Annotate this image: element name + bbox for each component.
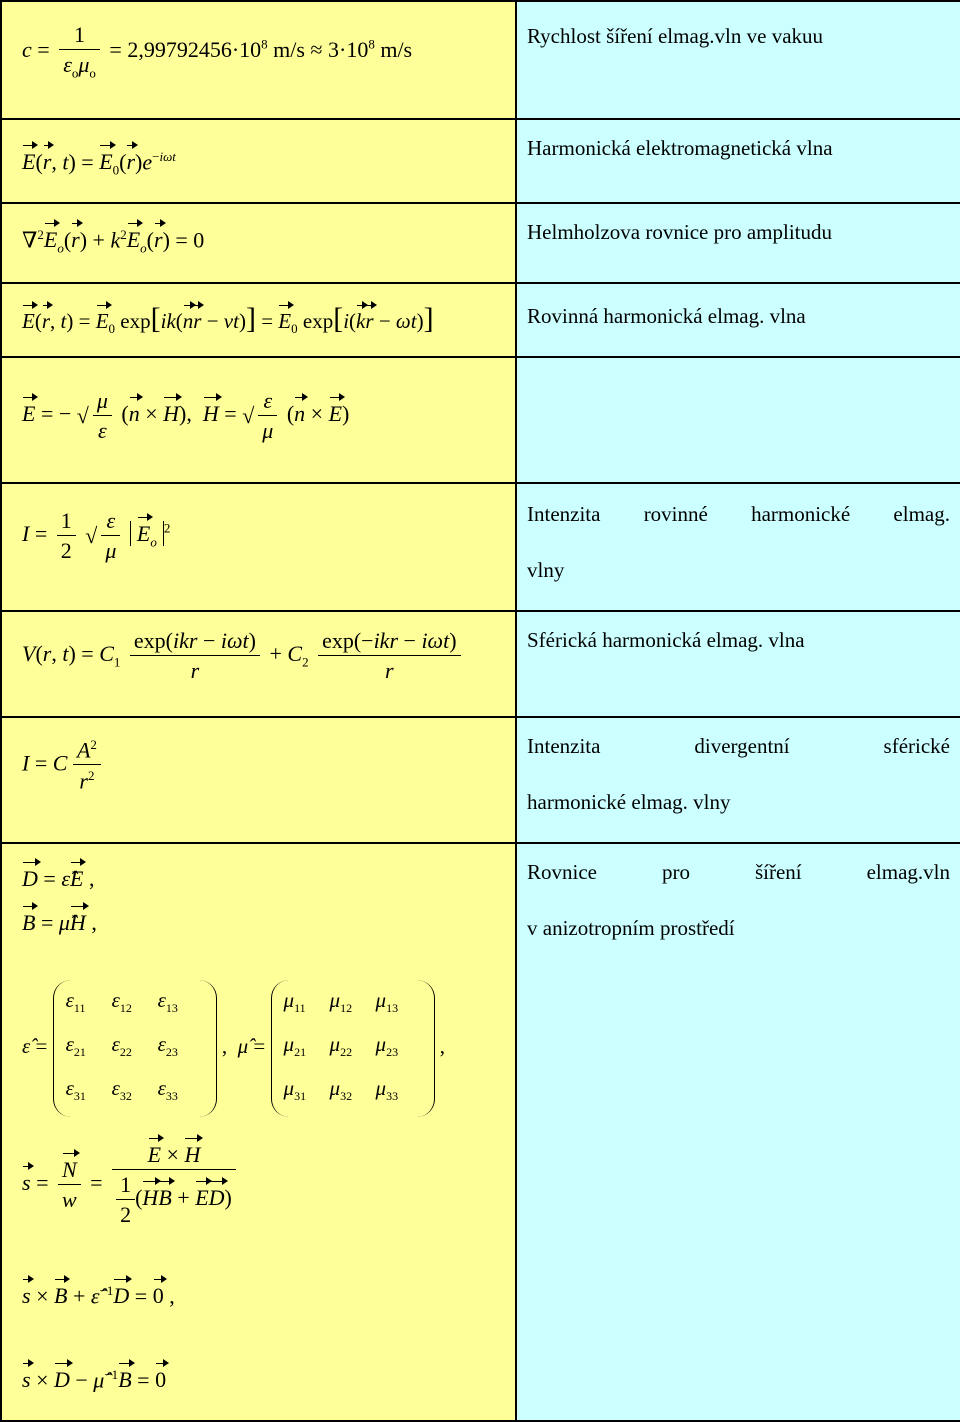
mu-component: $\mu_{31}$ bbox=[283, 1076, 307, 1104]
desc-cell-8 bbox=[516, 717, 960, 843]
desc-text: Sférická harmonická elmag. vlna bbox=[527, 628, 805, 652]
harmonic-wave-formula: E(r, $t) = E_0(r)e^{-i\omega t}$ bbox=[22, 149, 176, 178]
desc-text-line-2: v anizotropním prostředí bbox=[527, 916, 735, 940]
eps-component: $\varepsilon_{33}$ bbox=[157, 1076, 178, 1104]
formula-cell-5 bbox=[1, 357, 516, 483]
mu-matrix bbox=[271, 980, 435, 1117]
desc-text: Harmonická elektromagnetická vlna bbox=[527, 136, 833, 160]
mu-component: $\mu_{23}$ bbox=[375, 1032, 399, 1060]
mu-component: $\mu_{33}$ bbox=[375, 1076, 399, 1104]
constitutive-d-formula: D = ε̂E , bbox=[22, 866, 95, 891]
helmholtz-formula: $\nabla^2E_o(r) + k^2E_o(r) = 0$ bbox=[22, 227, 205, 256]
desc-text-line-1: Intenzita rovinné harmonické elmag. bbox=[527, 502, 950, 526]
desc-cell-2 bbox=[516, 119, 960, 203]
mu-component: $\mu_{12}$ bbox=[329, 988, 353, 1016]
spherical-wave-formula: V(r, $t) = C_1$ $\frac{\text{exp(ikr − iωt)}}{r}$ + $C_2$ $\frac{\text{exp(−ikr − iωt)}}{r}$ bbox=[22, 630, 465, 682]
anisotropic-eq-1: s × B + ε̂$^{-1}$D = 0 , bbox=[22, 1283, 175, 1309]
formula-cell-9 bbox=[1, 843, 516, 1421]
desc-cell-7 bbox=[516, 611, 960, 717]
eps-component: $\varepsilon_{21}$ bbox=[65, 1032, 86, 1060]
plane-intensity-formula: I = $\frac{1}{2}$ √ $\frac{\varepsilon}{\mu}$ $E_o^2$ bbox=[22, 508, 171, 563]
mu-component: $\mu_{21}$ bbox=[283, 1032, 307, 1060]
eps-component: $\varepsilon_{23}$ bbox=[157, 1032, 178, 1060]
eps-component: $\varepsilon_{11}$ bbox=[65, 988, 86, 1016]
desc-cell-3 bbox=[516, 203, 960, 283]
desc-text-line-1: Rovnice pro šíření elmag.vln bbox=[527, 860, 950, 884]
eps-component: $\varepsilon_{32}$ bbox=[111, 1076, 132, 1104]
desc-text-line-2: harmonické elmag. vlny bbox=[527, 790, 731, 814]
mu-component: $\mu_{11}$ bbox=[283, 988, 306, 1016]
field-relation-formula: E = − √ $\frac{\mu}{\varepsilon}$ (n × H), H = √ $\frac{\varepsilon}{\mu}$ (n × E) bbox=[22, 388, 350, 443]
anisotropic-eq-2: s × D − μ̂$^{-1}$B = 0 bbox=[22, 1367, 167, 1393]
formula-cell-4 bbox=[1, 283, 516, 357]
plane-wave-formula: E(r, $t) = E_0$ $\exp[ik(nr - vt)] = E_0$ exp[i(kr − ωt)] bbox=[22, 302, 434, 337]
desc-text-line-1: Intenzita divergentní sférické bbox=[527, 734, 950, 758]
desc-cell-4 bbox=[516, 283, 960, 357]
fraction-numerator: 1 bbox=[59, 24, 100, 50]
eps-component: $\varepsilon_{22}$ bbox=[111, 1032, 132, 1060]
formula-cell-1 bbox=[1, 1, 516, 119]
epsilon-matrix bbox=[53, 980, 217, 1117]
desc-text-line-2: vlny bbox=[527, 558, 565, 582]
formula-cell-8 bbox=[1, 717, 516, 843]
desc-cell-5 bbox=[516, 357, 960, 483]
desc-text: Rovinná harmonická elmag. vlna bbox=[527, 304, 806, 328]
constitutive-b-formula: B = μ̂H , bbox=[22, 910, 97, 935]
speed-of-light-formula: c = $\frac{1}{\varepsilon_o\mu_o}$ = $2,99792456\cdot 10^8$ $m/s \approx 3\cdot 10^8$ m/s bbox=[22, 22, 413, 81]
mu-component: $\mu_{32}$ bbox=[329, 1076, 353, 1104]
tensor-formula: ε̂ = $\varepsilon_{11}$ $\varepsilon_{12}$ $\varepsilon_{13}$ $\varepsilon_{21}$ $\varepsilon_{22}$ $\varepsilon_{23}$ $\varepsilon_{31}$ $\varepsilon_{32}$ $\varepsilon_{33}$ , μ̂ = $\mu_{11}$ $\mu_{12}$ $\mu_{13}$ $\mu_{21}$ $\mu_{22}$ $\mu_{23}$ $\mu_{31}$ $\mu_{32}$ $\mu_{33}$ , bbox=[22, 980, 445, 1117]
desc-cell-1 bbox=[516, 1, 960, 119]
formula-cell-7 bbox=[1, 611, 516, 717]
desc-text: Helmholzova rovnice pro amplitudu bbox=[527, 220, 833, 244]
mu-component: $\mu_{13}$ bbox=[375, 988, 399, 1016]
eps-component: $\varepsilon_{31}$ bbox=[65, 1076, 86, 1104]
eps-component: $\varepsilon_{12}$ bbox=[111, 988, 132, 1016]
desc-cell-9 bbox=[516, 843, 960, 1421]
poynting-formula: s = $\frac{N}{w}$ = E × H $\frac{1}{2}$ (HB + ED) bbox=[22, 1144, 240, 1226]
desc-cell-6 bbox=[516, 483, 960, 611]
desc-text: Rychlost šíření elmag.vln ve vakuu bbox=[527, 24, 824, 48]
mu-component: $\mu_{22}$ bbox=[329, 1032, 353, 1060]
formula-cell-3 bbox=[1, 203, 516, 283]
formula-cell-6 bbox=[1, 483, 516, 611]
formula-cell-2 bbox=[1, 119, 516, 203]
eps-component: $\varepsilon_{13}$ bbox=[157, 988, 178, 1016]
spherical-intensity-formula: I = C $\frac{A^2}{r^2}$ bbox=[22, 738, 105, 793]
